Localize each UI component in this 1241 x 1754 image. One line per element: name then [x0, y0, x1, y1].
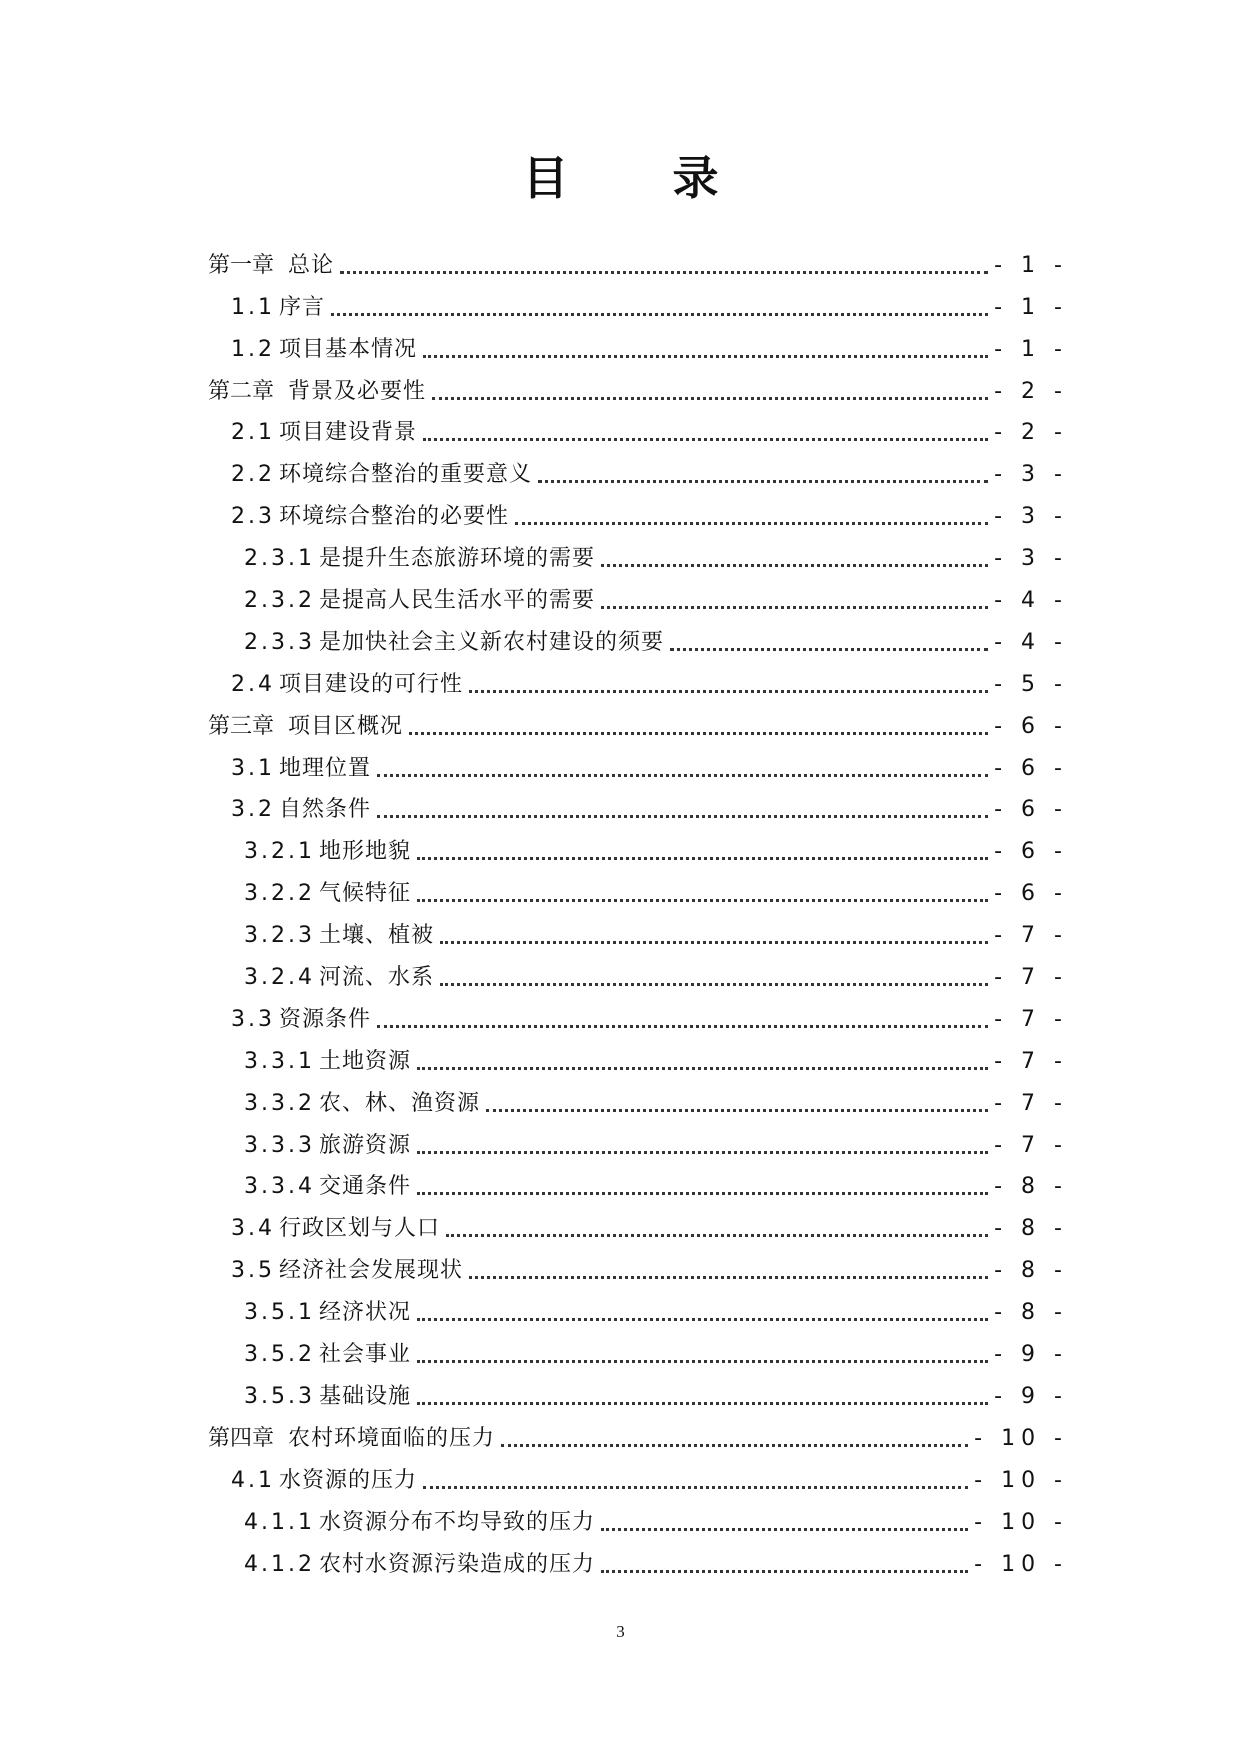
toc-entry-number: 3.2.3: [244, 923, 315, 949]
dot-leader: [601, 606, 988, 609]
toc-entry-page: - 10 -: [974, 1425, 1068, 1451]
dot-leader: [486, 1109, 988, 1112]
toc-section-entry[interactable]: [208, 783, 1068, 825]
toc-entry-number: 2.3.1: [244, 546, 315, 572]
dot-leader: [377, 1025, 988, 1028]
toc-entry-number: 第一章: [208, 252, 275, 278]
toc-section-entry[interactable]: [208, 573, 1068, 615]
toc-entry-page: - 10 -: [974, 1509, 1068, 1535]
toc-entry-title: 是提升生态旅游环境的需要: [318, 546, 595, 572]
toc-entry-page: - 1 -: [994, 336, 1068, 362]
toc-entry-number: 3.3.1: [244, 1048, 315, 1074]
dot-leader: [423, 438, 988, 441]
toc-section-entry[interactable]: [208, 824, 1068, 866]
toc-section-entry[interactable]: [208, 615, 1068, 657]
toc-section-entry[interactable]: [208, 280, 1068, 322]
toc-entry-page: - 8 -: [994, 1174, 1068, 1200]
toc-entry-number: 4.1.2: [244, 1551, 315, 1577]
toc-entry-page: - 7 -: [994, 1132, 1068, 1158]
toc-entry-page: - 5 -: [994, 671, 1068, 697]
toc-entry-page: - 3 -: [994, 462, 1068, 488]
toc-entry-title: 行政区划与人口: [279, 1216, 441, 1242]
toc-entry-number: 2.3.2: [244, 588, 315, 614]
toc-entry-title: 水资源的压力: [279, 1467, 418, 1493]
toc-entry-page: - 3 -: [994, 504, 1068, 530]
toc-entry-number: 3.5.3: [244, 1383, 315, 1409]
dot-leader: [417, 1318, 988, 1321]
toc-entry-title: 序言: [279, 294, 326, 320]
toc-entry-title: 地形地貌: [318, 839, 411, 865]
toc-section-entry[interactable]: [208, 1453, 1068, 1495]
toc-section-entry[interactable]: [208, 1034, 1068, 1076]
toc-entry-title: 基础设施: [318, 1383, 411, 1409]
toc-entry-title: 自然条件: [279, 797, 372, 823]
dot-leader: [446, 1234, 988, 1237]
toc-entry-title: 河流、水系: [318, 965, 434, 991]
toc-entry-title: 旅游资源: [318, 1132, 411, 1158]
toc-entry-title: 交通条件: [318, 1174, 411, 1200]
toc-entry-number: 3.5.2: [244, 1342, 315, 1368]
toc-section-entry[interactable]: [208, 322, 1068, 364]
toc-entry-page: - 9 -: [994, 1383, 1068, 1409]
toc-entry-title: 项目建设背景: [279, 420, 418, 446]
toc-entry-number: 3.2.2: [244, 881, 315, 907]
toc-title: 目 录: [522, 151, 763, 205]
toc-entry-title: 是提高人民生活水平的需要: [318, 588, 595, 614]
toc-entry-number: 4.1.1: [244, 1509, 315, 1535]
dot-leader: [417, 899, 988, 902]
toc-chapter-entry[interactable]: [208, 238, 1068, 280]
dot-leader: [538, 480, 988, 483]
toc-entry-title: 是加快社会主义新农村建设的须要: [318, 629, 664, 655]
toc-section-entry[interactable]: [208, 531, 1068, 573]
toc-section-entry[interactable]: [208, 1369, 1068, 1411]
toc-entry-page: - 1 -: [994, 294, 1068, 320]
toc-entry-number: 2.3.3: [244, 629, 315, 655]
toc-entry-page: - 8 -: [994, 1258, 1068, 1284]
toc-entry-page: - 4 -: [994, 629, 1068, 655]
dot-leader: [601, 1528, 968, 1531]
toc-entry-page: - 7 -: [994, 923, 1068, 949]
toc-section-entry[interactable]: [208, 1243, 1068, 1285]
toc-entry-number: 3.1: [231, 755, 275, 781]
dot-leader: [423, 1486, 968, 1489]
dot-leader: [469, 690, 988, 693]
toc-section-entry[interactable]: [208, 992, 1068, 1034]
toc-entry-page: - 2 -: [994, 378, 1068, 404]
dot-leader: [440, 941, 988, 944]
toc-entry-number: 2.2: [231, 462, 275, 488]
dot-leader: [331, 313, 988, 316]
dot-leader: [670, 648, 988, 651]
toc-entry-title: 农、林、渔资源: [318, 1090, 480, 1116]
toc-entry-title: 项目基本情况: [279, 336, 418, 362]
toc-entry-title: 资源条件: [279, 1006, 372, 1032]
toc-entry-page: - 4 -: [994, 588, 1068, 614]
dot-leader: [417, 1192, 988, 1195]
toc-entry-title: 经济状况: [318, 1300, 411, 1326]
toc-entry-title: 环境综合整治的必要性: [279, 504, 510, 530]
dot-leader: [417, 1402, 988, 1405]
dot-leader: [417, 1067, 988, 1070]
toc-entry-page: - 9 -: [994, 1342, 1068, 1368]
toc-entry-number: 3.3.3: [244, 1132, 315, 1158]
toc-entry-page: - 3 -: [994, 546, 1068, 572]
toc-entry-page: - 6 -: [994, 797, 1068, 823]
toc-section-entry[interactable]: [208, 866, 1068, 908]
toc-entry-page: - 1 -: [994, 252, 1068, 278]
toc-entry-number: 1.2: [231, 336, 275, 362]
toc-entry-number: 3.2.4: [244, 965, 315, 991]
dot-leader: [601, 1570, 968, 1573]
toc-section-entry[interactable]: [208, 1537, 1068, 1579]
toc-entry-page: - 6 -: [994, 713, 1068, 739]
toc-chapter-entry[interactable]: [208, 1411, 1068, 1453]
toc-entry-page: - 7 -: [994, 965, 1068, 991]
dot-leader: [409, 732, 988, 735]
toc-entry-number: 第二章: [208, 378, 275, 404]
dot-leader: [417, 1151, 988, 1154]
toc-entry-number: 3.2: [231, 797, 275, 823]
toc-entry-title: 社会事业: [318, 1342, 411, 1368]
toc-entry-page: - 8 -: [994, 1300, 1068, 1326]
toc-list: [208, 238, 1068, 1579]
dot-leader: [417, 1360, 988, 1363]
toc-entry-page: - 6 -: [994, 839, 1068, 865]
dot-leader: [432, 397, 988, 400]
toc-entry-page: - 10 -: [974, 1551, 1068, 1577]
toc-entry-number: 3.3.4: [244, 1174, 315, 1200]
dot-leader: [423, 355, 988, 358]
toc-section-entry[interactable]: [208, 1118, 1068, 1160]
toc-section-entry[interactable]: [208, 1285, 1068, 1327]
toc-entry-title: 气候特征: [318, 881, 411, 907]
toc-entry-title: 土地资源: [318, 1048, 411, 1074]
dot-leader: [601, 564, 988, 567]
toc-section-entry[interactable]: [208, 657, 1068, 699]
toc-entry-number: 3.3.2: [244, 1090, 315, 1116]
toc-entry-number: 2.3: [231, 504, 275, 530]
toc-entry-title: 土壤、植被: [318, 923, 434, 949]
toc-entry-title: 项目区概况: [288, 713, 404, 739]
toc-entry-number: 3.5.1: [244, 1300, 315, 1326]
toc-section-entry[interactable]: [208, 1076, 1068, 1118]
toc-entry-number: 第四章: [208, 1425, 275, 1451]
toc-section-entry[interactable]: [208, 1160, 1068, 1202]
toc-entry-title: 项目建设的可行性: [279, 671, 464, 697]
toc-entry-title: 农村水资源污染造成的压力: [318, 1551, 595, 1577]
toc-entry-title: 环境综合整治的重要意义: [279, 462, 533, 488]
dot-leader: [377, 774, 988, 777]
toc-entry-title: 总论: [288, 252, 335, 278]
toc-chapter-entry[interactable]: [208, 364, 1068, 406]
toc-entry-page: - 10 -: [974, 1467, 1068, 1493]
toc-entry-number: 2.1: [231, 420, 275, 446]
toc-entry-page: - 7 -: [994, 1090, 1068, 1116]
toc-entry-number: 3.4: [231, 1216, 275, 1242]
toc-entry-title: 地理位置: [279, 755, 372, 781]
page-number: 3: [616, 1622, 625, 1641]
toc-entry-page: - 6 -: [994, 755, 1068, 781]
toc-entry-number: 第三章: [208, 713, 275, 739]
toc-section-entry[interactable]: [208, 741, 1068, 783]
toc-entry-number: 4.1: [231, 1467, 275, 1493]
toc-entry-page: - 6 -: [994, 881, 1068, 907]
toc-chapter-entry[interactable]: [208, 699, 1068, 741]
toc-section-entry[interactable]: [208, 950, 1068, 992]
toc-entry-number: 1.1: [231, 294, 275, 320]
toc-entry-page: - 7 -: [994, 1006, 1068, 1032]
dot-leader: [417, 857, 988, 860]
dot-leader: [501, 1444, 968, 1447]
dot-leader: [469, 1276, 988, 1279]
toc-entry-title: 水资源分布不均导致的压力: [318, 1509, 595, 1535]
dot-leader: [440, 983, 988, 986]
toc-entry-title: 经济社会发展现状: [279, 1258, 464, 1284]
toc-entry-number: 3.3: [231, 1006, 275, 1032]
toc-entry-number: 3.2.1: [244, 839, 315, 865]
toc-section-entry[interactable]: [208, 1201, 1068, 1243]
dot-leader: [377, 815, 988, 818]
toc-section-entry[interactable]: [208, 447, 1068, 489]
toc-entry-number: 3.5: [231, 1258, 275, 1284]
toc-entry-number: 2.4: [231, 671, 275, 697]
toc-entry-title: 背景及必要性: [288, 378, 427, 404]
toc-entry-page: - 8 -: [994, 1216, 1068, 1242]
dot-leader: [340, 271, 988, 274]
toc-section-entry[interactable]: [208, 908, 1068, 950]
toc-section-entry[interactable]: [208, 489, 1068, 531]
toc-entry-page: - 2 -: [994, 420, 1068, 446]
toc-entry-title: 农村环境面临的压力: [288, 1425, 496, 1451]
dot-leader: [515, 522, 988, 525]
toc-entry-page: - 7 -: [994, 1048, 1068, 1074]
toc-section-entry[interactable]: [208, 1327, 1068, 1369]
toc-section-entry[interactable]: [208, 1495, 1068, 1537]
toc-section-entry[interactable]: [208, 406, 1068, 448]
